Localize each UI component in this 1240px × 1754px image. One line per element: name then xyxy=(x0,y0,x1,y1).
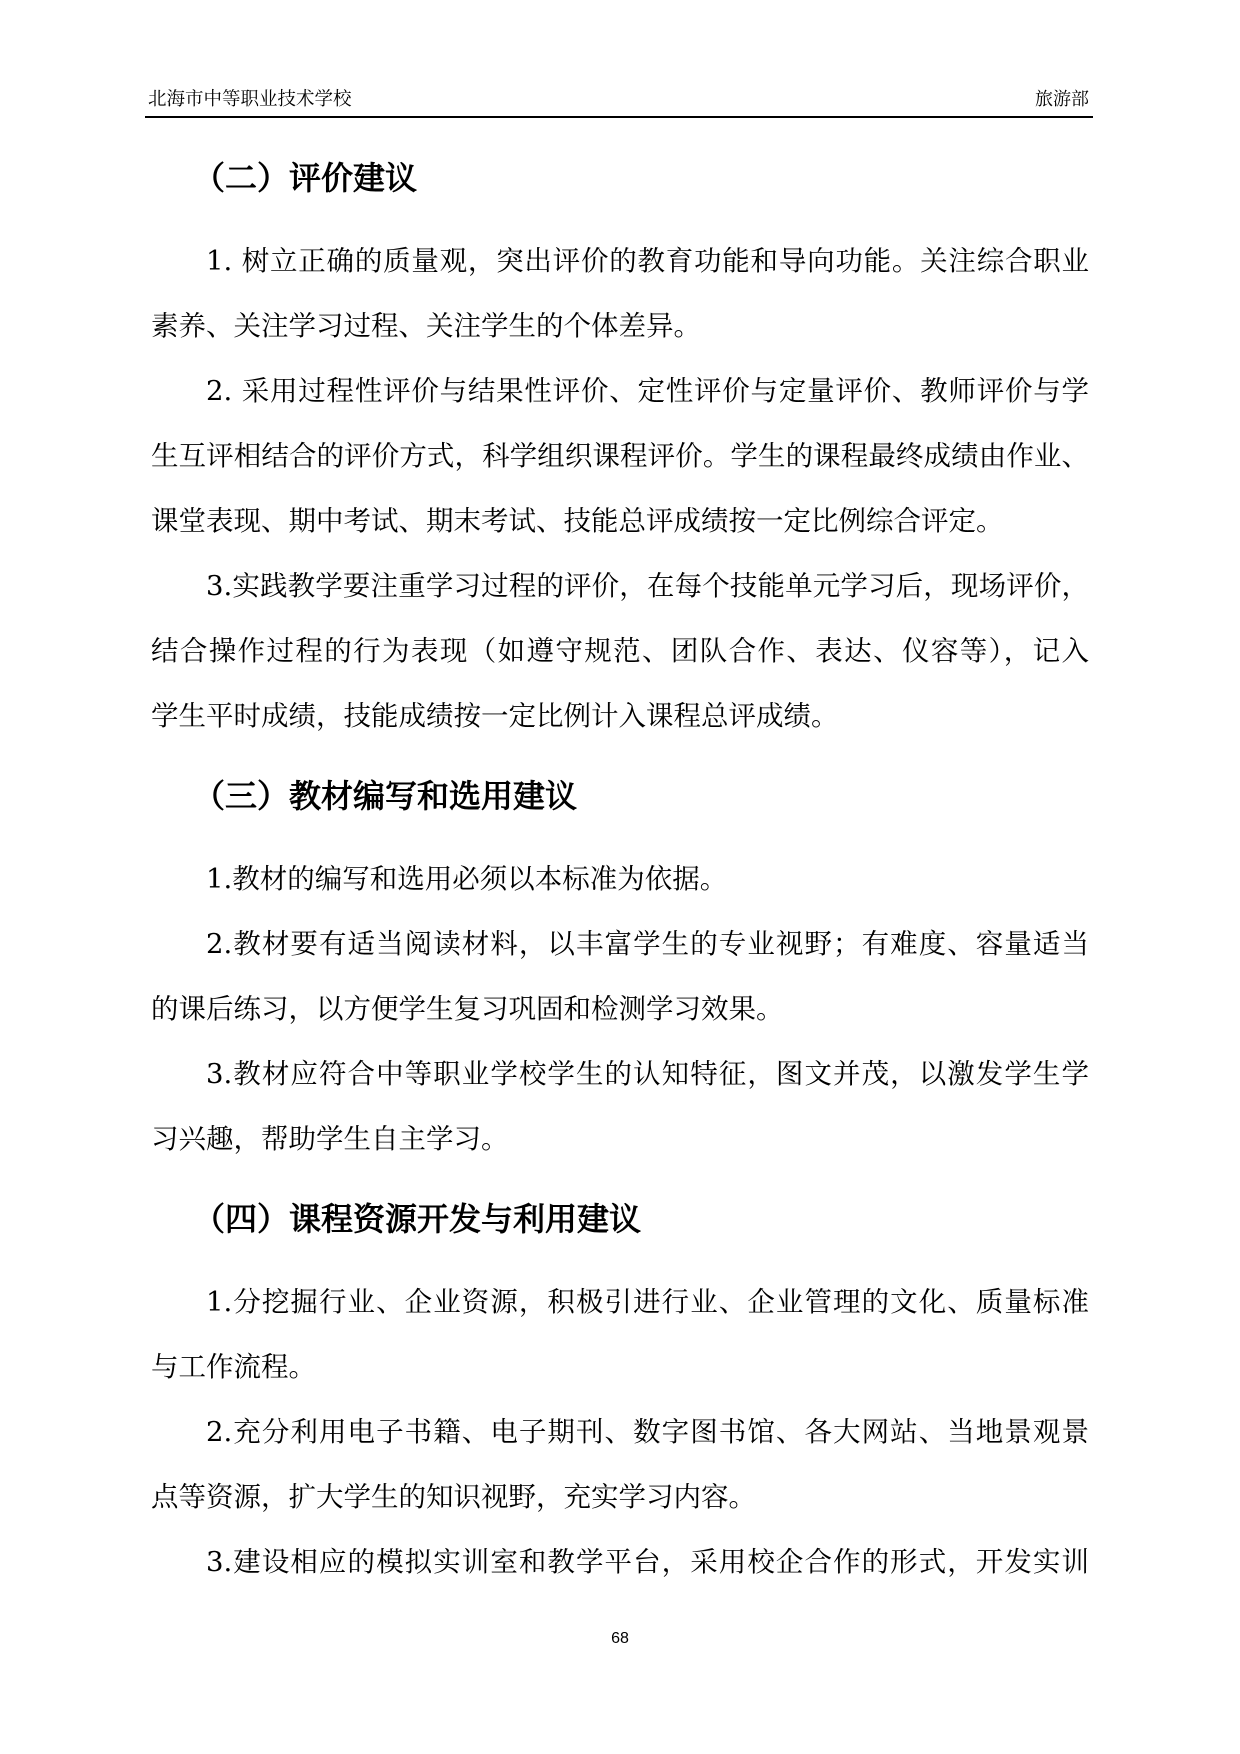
paragraph xyxy=(151,554,1089,749)
paragraph-line: 素养、关注学习过程、关注学生的个体差异。 xyxy=(151,310,701,342)
document-body xyxy=(151,146,1089,1595)
paragraph-line: 习兴趣，帮助学生自主学习。 xyxy=(151,1123,509,1155)
paragraph-line: 1. 树立正确的质量观，突出评价的教育功能和导向功能。关注综合职业 xyxy=(206,245,1089,277)
section-heading: （三）教材编写和选用建议 xyxy=(193,777,578,815)
page-number: 68 xyxy=(611,1630,629,1647)
paragraph-line: 1.分挖掘行业、企业资源，积极引进行业、企业管理的文化、质量标准 xyxy=(206,1286,1089,1318)
paragraph xyxy=(151,229,1089,359)
paragraph-line: 2.充分利用电子书籍、电子期刊、数字图书馆、各大网站、当地景观景 xyxy=(206,1416,1089,1448)
paragraph-line: 3.实践教学要注重学习过程的评价，在每个技能单元学习后，现场评价， xyxy=(206,570,1089,602)
section-textbooks xyxy=(151,764,1089,1172)
paragraph-line: 的课后练习，以方便学生复习巩固和检测学习效果。 xyxy=(151,993,784,1025)
paragraph-line: 2. 采用过程性评价与结果性评价、定性评价与定量评价、教师评价与学 xyxy=(206,375,1089,407)
paragraph-line: 1.教材的编写和选用必须以本标准为依据。 xyxy=(206,863,728,895)
section-heading: （四）课程资源开发与利用建议 xyxy=(193,1200,642,1238)
header-department: 旅游部 xyxy=(1035,89,1089,110)
paragraph-line: 结合操作过程的行为表现（如遵守规范、团队合作、表达、仪容等），记入 xyxy=(151,635,1089,667)
paragraph xyxy=(151,1530,1089,1595)
section-evaluation xyxy=(151,146,1089,749)
section-heading: （二）评价建议 xyxy=(193,159,418,197)
paragraph xyxy=(151,1042,1089,1172)
paragraph-line: 课堂表现、期中考试、期末考试、技能总评成绩按一定比例综合评定。 xyxy=(151,505,1004,537)
section-resources xyxy=(151,1187,1089,1595)
paragraph-line: 生互评相结合的评价方式，科学组织课程评价。学生的课程最终成绩由作业、 xyxy=(151,440,1089,472)
page-header xyxy=(145,84,1093,118)
paragraph-line: 3.教材应符合中等职业学校学生的认知特征，图文并茂，以激发学生学 xyxy=(206,1058,1089,1090)
paragraph xyxy=(151,912,1089,1042)
paragraph-line: 学生平时成绩，技能成绩按一定比例计入课程总评成绩。 xyxy=(151,700,839,732)
paragraph-line: 2.教材要有适当阅读材料，以丰富学生的专业视野；有难度、容量适当 xyxy=(206,928,1089,960)
paragraph xyxy=(151,1270,1089,1400)
paragraph xyxy=(151,847,1089,912)
paragraph xyxy=(151,1400,1089,1530)
paragraph-line: 3.建设相应的模拟实训室和教学平台，采用校企合作的形式，开发实训 xyxy=(206,1546,1089,1578)
paragraph-line: 与工作流程。 xyxy=(151,1351,316,1383)
header-school-name: 北海市中等职业技术学校 xyxy=(148,89,352,110)
paragraph-line: 点等资源，扩大学生的知识视野，充实学习内容。 xyxy=(151,1481,756,1513)
paragraph xyxy=(151,359,1089,554)
